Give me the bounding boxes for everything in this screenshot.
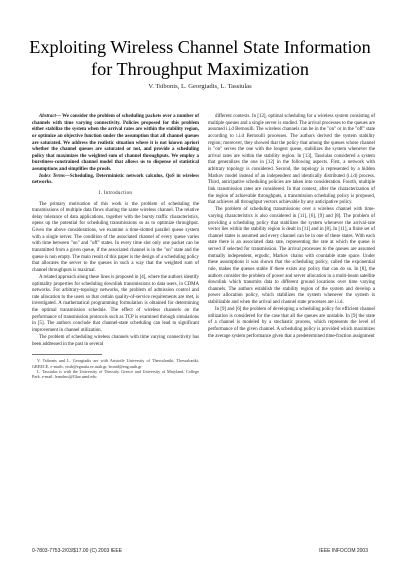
index-terms-text: —Scheduling, Deterministic network calculus, QoS in wireless networks. [32, 173, 199, 186]
body-paragraph: A related approach along these lines is proposed in [4], where the authors identify optimality properties for scheduling downlink transmissions to data users, in CDMA networks. For arbitrary-topology networks, the problem of admission control and rate allocation to the users so that certain quality-of-service requirements are met, is investigated. A mathematical programming formulation is obtained for determining the optimal transmission schedule. The effect of wireless channels on the performance of transmission protocols such as TCP is examined through simulations in [5]. The authors conclude that channel-state scheduling can lead to significant improvement in channel utilization. [32, 274, 199, 333]
body-paragraph: different contexts. In [12], optimal scheduling for a wireless system consisting of multiple queues and a single server is studied. The arrival processes to the queues are assumed i.i.d Bernoulli. The wireless channels can be in the "on" or in the "off" state according to i.i.d Bernoulli processes. The authors derived the system stability region; moreover, they showed that the policy that among the queues whose channel is "on" serves the one with the longest queue, stabilizes the system whenever the arrival rates are within the stability region. In [13], Tassiulas considered a system that generalizes the one in [12] in the following aspects. First, a network with arbitrary topology is considered. Second, the topology is represented by a hidden Markov model instead of an independent and identically distributed (i.i.d) process. Third, anticipative scheduling policies are taken into consideration. Fourth, multiple link transmission rates are considered. In that context, after the characterization of the region of achievable throughputs, a transmission scheduling policy is proposed, that achieves all throughput vectors achievable by any anticipative policy. [208, 114, 375, 206]
footer-conference: IEEE INFOCOM 2003 [319, 548, 368, 554]
body-paragraph: The problem of scheduling transmissions over a wireless channel with time-varying characteristics is also considered in [11], [6], [9] and [8]. The problem of providing a scheduling policy that stabilizes the system whenever the arrival-rate vector lies within the stability region is dealt in [11] and in [8]. In [11], a finite set of channel states is assumed and every channel can be in one of these states. With each state there is an associated data rate, representing the rate at which the queue is served if selected for transmission. The arrival processes to the queues are assumed mutually independent, ergodic, Markov chains with countable state space. Under these assumptions it was shown that the scheduling policy, called the exponential rule, makes the queues stable if there exists any policy that can do so. In [8], the authors consider the problem of power and server allocation in a multi-beam satellite downlink which transmits data to different ground locations over time varying channels. The authors establish the stability region of the system and develop a power allocation policy, which stabilizes the system whenever the system is stabilizable and when the arrival and channel state processes are i.i.d. [208, 207, 375, 305]
index-terms [32, 174, 199, 187]
body-paragraph: The problem of scheduling wireless channels with time varying connectivity has been addressed in the past in several [32, 335, 199, 347]
left-column [32, 114, 199, 380]
abstract [32, 114, 199, 174]
footer-copyright: 0-7803-7753-2/03/$17.00 (C) 2003 IEEE [32, 548, 123, 554]
abstract-lead: Abstract [39, 114, 56, 119]
right-column [208, 114, 375, 341]
page-footer [32, 548, 368, 554]
body-paragraph: In [9] and [6] the problem of developing a scheduling policy for efficient channel utilization is considered for the case that all the queues are unstable. In [9] the state of a channel is modeled by a stochastic process, which represents the level of performance of the given channel. A scheduling policy is provided which maximizes the average system performance given that a predetermined time-fraction assignment [208, 307, 375, 339]
footnote-author-affiliation: L. Tassiulas is with the University of Thessaly, Greece and University of Maryland, College Park. e-mail: leandros@Glue.umd.edu [32, 369, 199, 380]
body-paragraph: The primary motivation of this work is the problem of scheduling the transmissions of multiple data flows sharing the same wireless channel. The relative delay tolerance of data applications, together with the bursty traffic characteristics, opens up the potential for scheduling transmissions so as to optimize throughput. Given the above considerations, we examine a time-slotted parallel queue system with a single server. The condition of the associated channel of every queue varies with time between "on" and "off" states. In every time slot only one packet can be transmitted from a given queue, if the associated channel is in the "on" state and the queue is non empty. The main result of this paper is the design of a scheduling policy that allocates the server to the queues in such a way that the weighted sum of channel throughputs is maximal. [32, 201, 199, 273]
index-terms-lead: Index Terms [39, 173, 65, 179]
footnote-author-affiliation: V. Tsibonis and L. Georgiadis are with Aristotle University of Thessaloniki, Thessaloniki, GREECE. e-mails: vtsib@egnatia.ee.auth.gr, leonid@eng.auth.gr [32, 358, 199, 369]
abstract-text: — We consider the problem of scheduling packets over a number of channels with time varying connectivity. Policies proposed for this problem either stabilize the system when the arrival rates are within the stability region, or optimize an objective function under the assumption that all channel queues are saturated. We address the realistic situation where it is not known apriori whether the channel queues are saturated or not, and provide a scheduling policy that maximizes the weighted sum of channel throughputs. We employ a burstiness-constrained channel model that allows us to dispense of statistical assumptions and simplifies the proofs. [32, 114, 199, 172]
author-list: V. Tsibonis, L. Georgiadis, L. Tassiulas [148, 83, 252, 90]
footnotes [32, 354, 199, 380]
paper-title: Exploiting Wireless Channel State Information for Throughput Maximization [29, 37, 371, 79]
section-heading-introduction: I. Introduction [98, 190, 133, 196]
